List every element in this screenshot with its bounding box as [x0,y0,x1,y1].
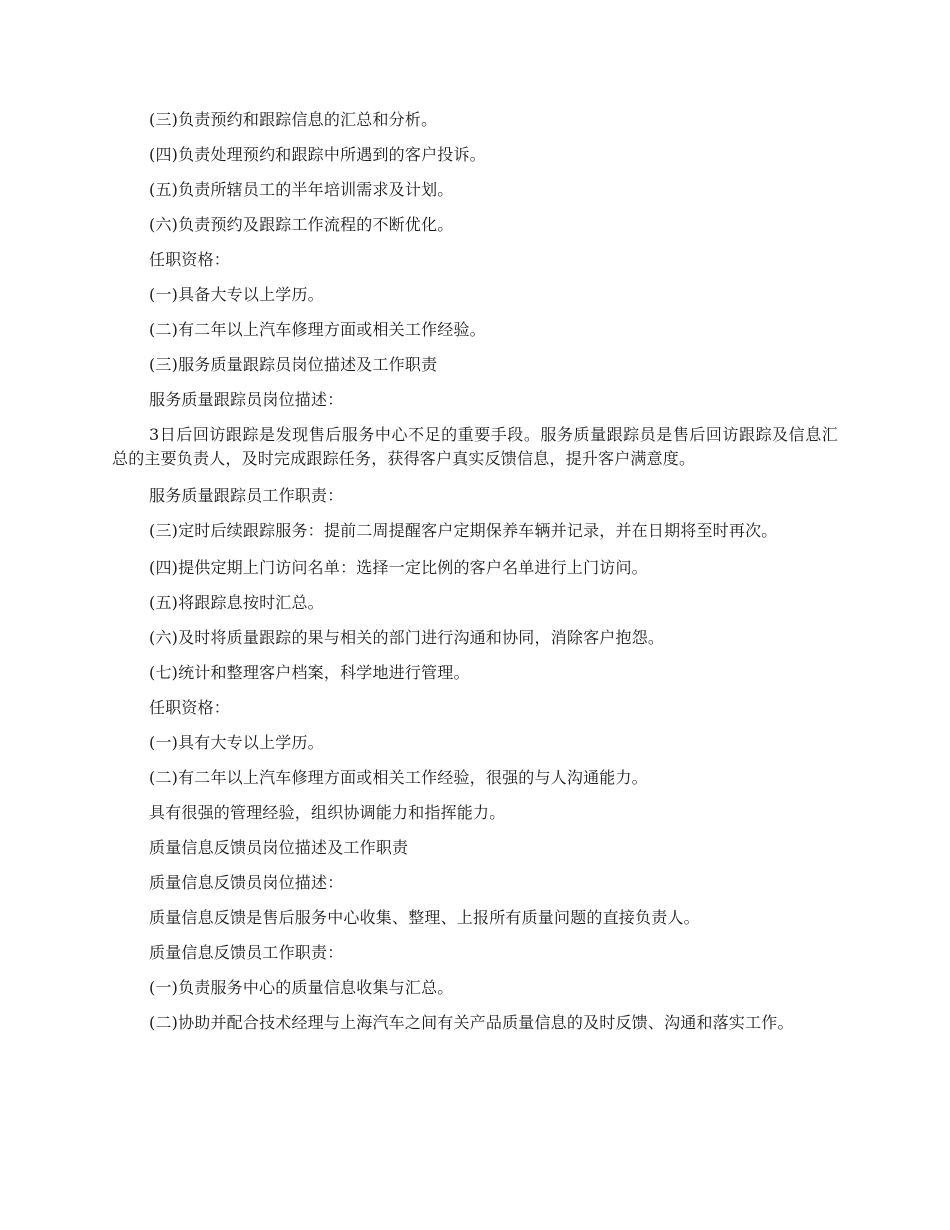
paragraph: (六)负责预约及跟踪工作流程的不断优化。 [149,215,454,234]
section-heading: 任职资格： [149,698,231,717]
paragraph: (一)负责服务中心的质量信息收集与汇总。 [149,978,454,997]
paragraph: (一)具有大专以上学历。 [149,733,324,752]
document-body [112,108,838,1048]
section-heading: 服务质量跟踪员岗位描述： [149,390,344,409]
paragraph: (五)负责所辖员工的半年培训需求及计划。 [149,180,454,199]
section-heading: 质量信息反馈员岗位描述及工作职责 [149,838,409,857]
paragraph: (四)负责处理预约和跟踪中所遇到的客户投诉。 [149,145,486,164]
paragraph: (六)及时将质量跟踪的果与相关的部门进行沟通和协同，消除客户抱怨。 [149,628,665,647]
paragraph: (七)统计和整理客户档案，科学地进行管理。 [149,663,470,682]
paragraph: (四)提供定期上门访问名单：选择一定比例的客户名单进行上门访问。 [149,558,648,577]
paragraph: (三)服务质量跟踪员岗位描述及工作职责 [149,355,438,374]
section-heading: 服务质量跟踪员工作职责： [149,486,344,505]
paragraph: 质量信息反馈是售后服务中心收集、整理、上报所有质量问题的直接负责人。 [149,908,700,927]
paragraph: (五)将跟踪息按时汇总。 [149,593,324,612]
paragraph: (一)具备大专以上学历。 [149,285,324,304]
paragraph: (三)负责预约和跟踪信息的汇总和分析。 [149,110,438,129]
paragraph: (二)协助并配合技术经理与上海汽车之间有关产品质量信息的及时反馈、沟通和落实工作。 [149,1013,794,1032]
paragraph: (三)定时后续跟踪服务：提前二周提醒客户定期保养车辆并记录，并在日期将至时再次。 [149,521,778,540]
paragraph: 具有很强的管理经验，组织协调能力和指挥能力。 [149,803,506,822]
section-heading: 任职资格： [149,250,231,269]
section-heading: 质量信息反馈员岗位描述： [149,873,344,892]
section-heading: 质量信息反馈员工作职责： [149,943,344,962]
paragraph: 3日后回访跟踪是发现售后服务中心不足的重要手段。服务质量跟踪员是售后回访跟踪及信息汇总的主要负责人，及时完成跟踪任务，获得客户真实反馈信息，提升客户满意度。 [112,425,838,468]
paragraph: (二)有二年以上汽车修理方面或相关工作经验，很强的与人沟通能力。 [149,768,648,787]
paragraph: (二)有二年以上汽车修理方面或相关工作经验。 [149,320,486,339]
